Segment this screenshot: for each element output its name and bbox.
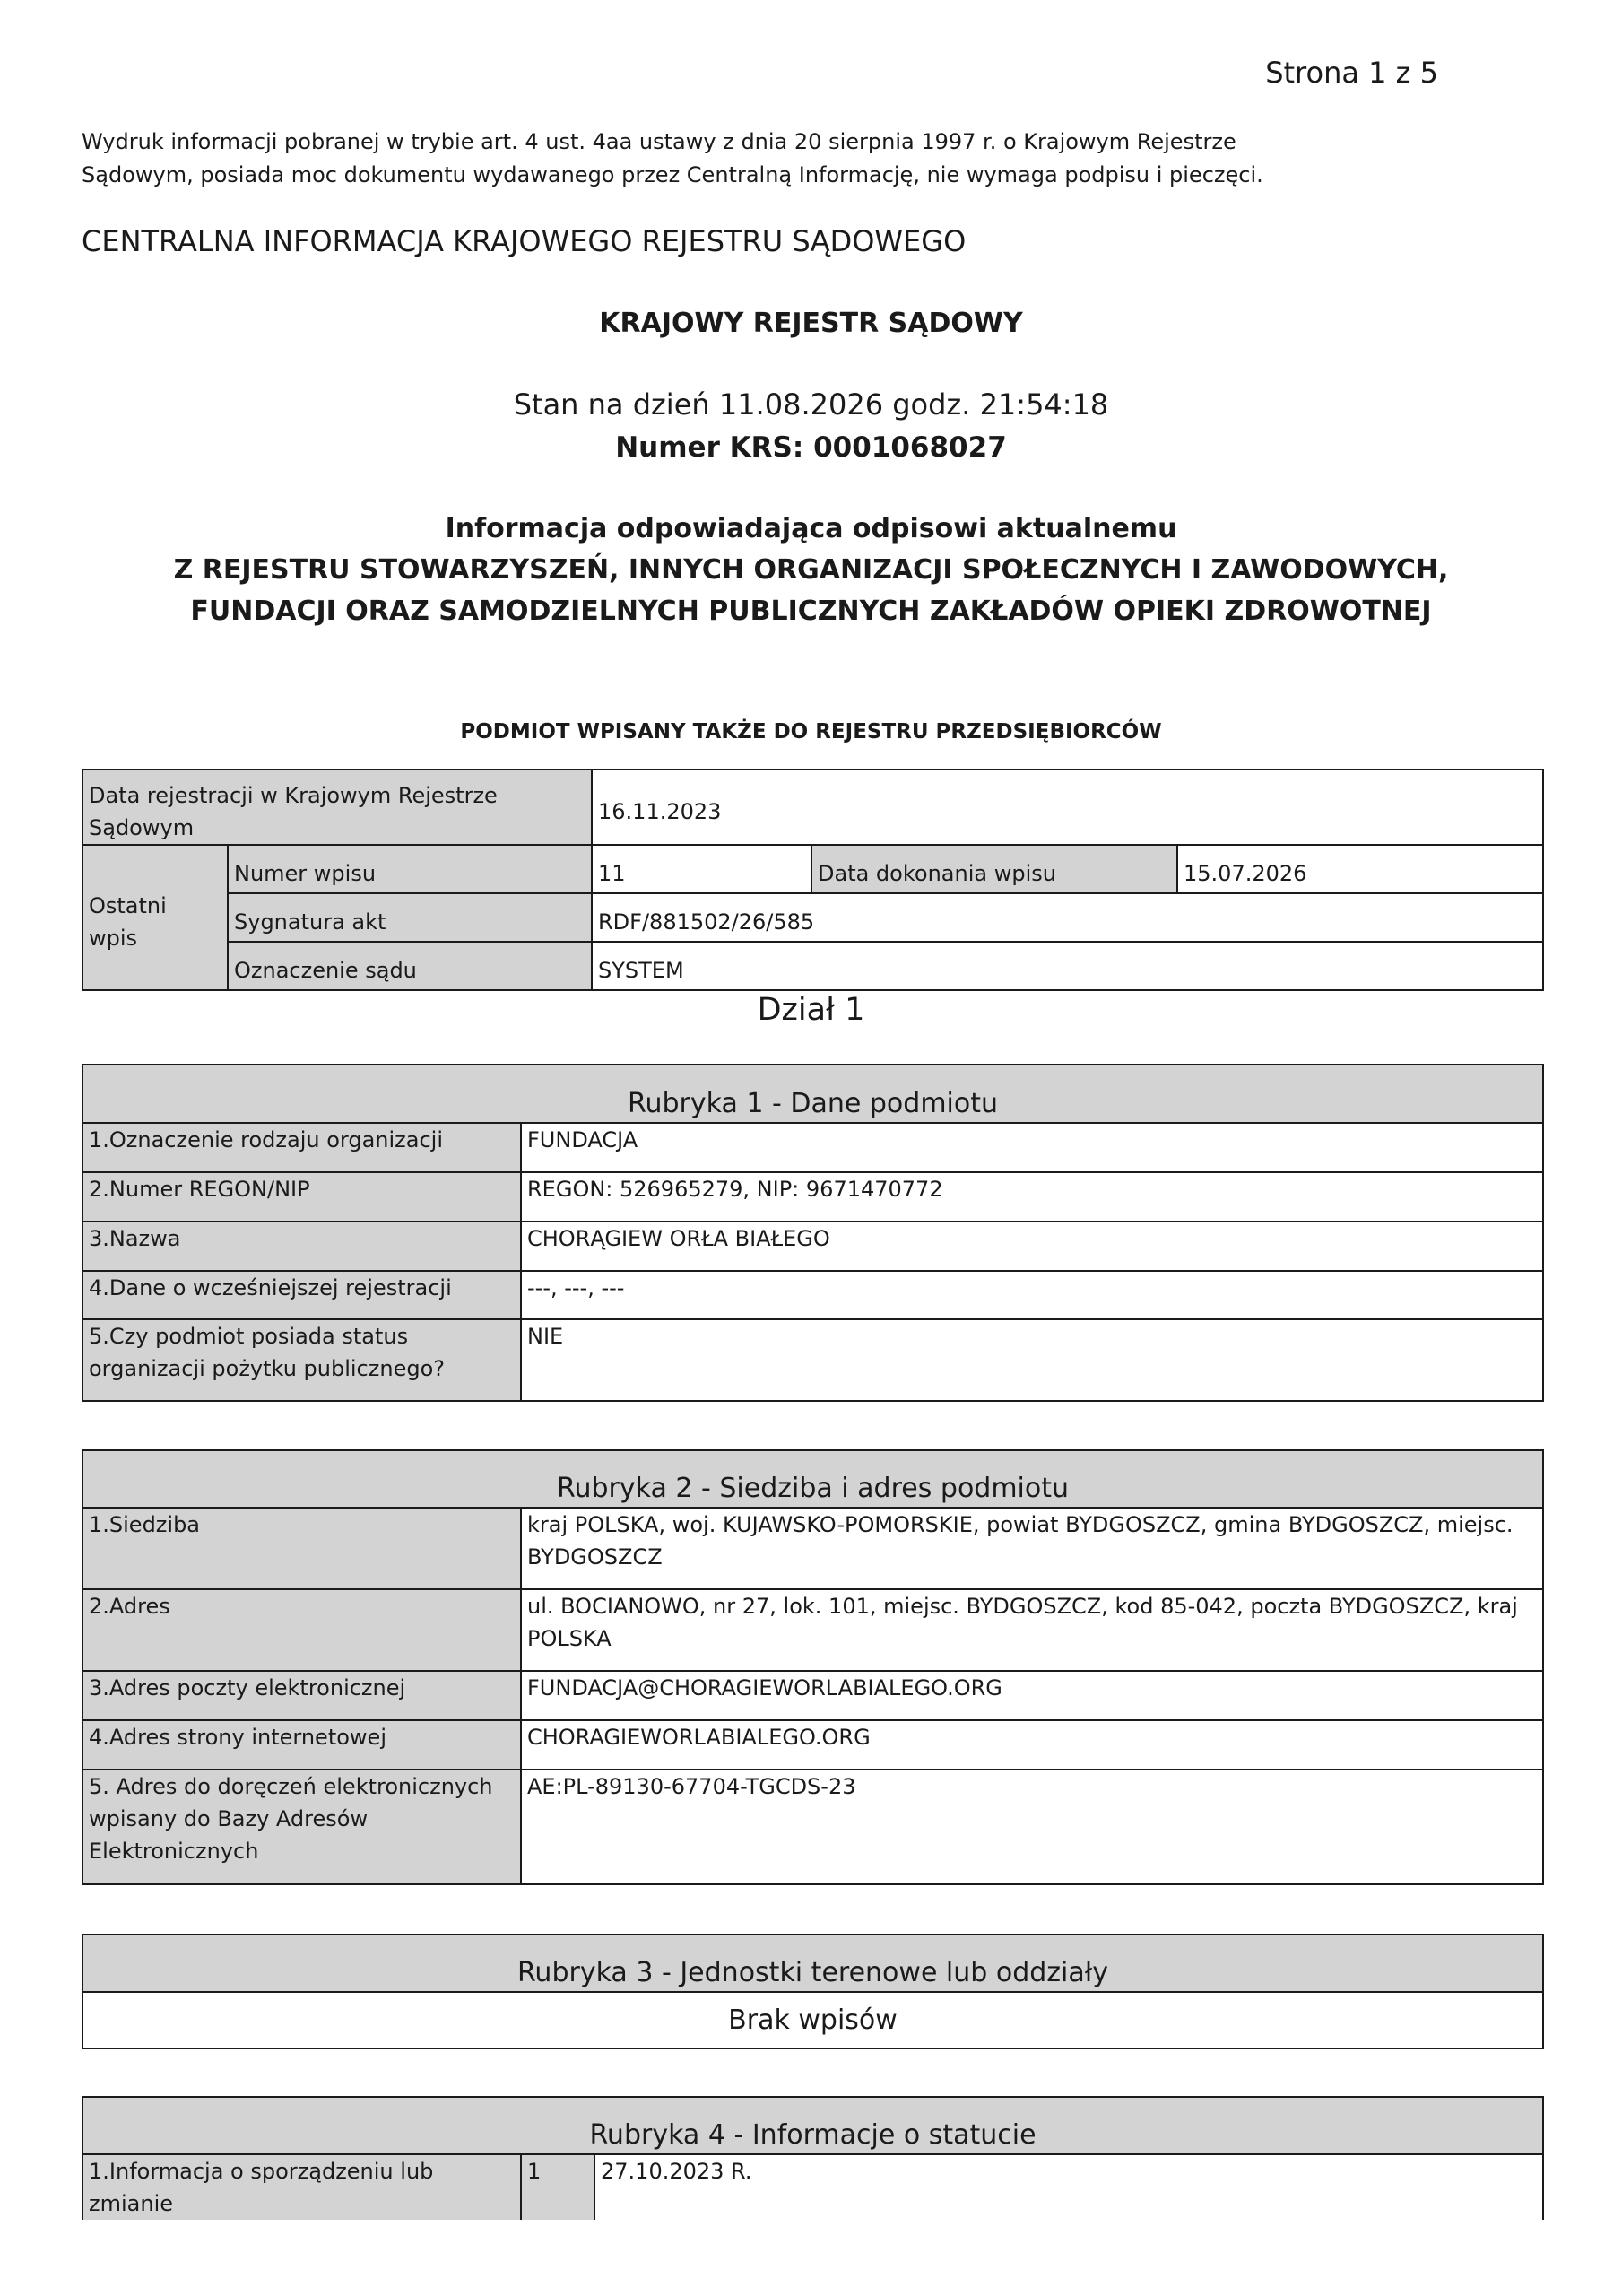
reg-date-label: Data rejestracji w Krajowym Rejestrze Sądowym [82, 770, 592, 845]
row-label: 4.Adres strony internetowej [82, 1720, 521, 1770]
last-entry-label: Ostatni wpis [82, 845, 228, 990]
signature-label: Sygnatura akt [228, 893, 592, 942]
registry-title: KRAJOWY REJESTR SĄDOWY [599, 308, 1023, 339]
row-value: ul. BOCIANOWO, nr 27, lok. 101, miejsc. BYDGOSZCZ, kod 85-042, poczta BYDGOSZCZ, kraj POLSKA [521, 1589, 1543, 1671]
status-date: Stan na dzień 11.08.2026 godz. 21:54:18 [513, 387, 1109, 422]
row-label: 3.Adres poczty elektronicznej [82, 1671, 521, 1720]
table-row [82, 2154, 1543, 2220]
table-row [82, 1720, 1543, 1770]
entrepreneur-register-note: PODMIOT WPISANY TAKŻE DO REJESTRU PRZEDSIĘBIORCÓW [460, 720, 1162, 744]
table-row [82, 1770, 1543, 1884]
table-row [82, 1172, 1543, 1222]
krs-number: Numer KRS: 0001068027 [615, 431, 1007, 464]
table-row [82, 1319, 1543, 1401]
rubric-2-title: Rubryka 2 - Siedziba i adres podmiotu [82, 1450, 1543, 1508]
table-row [82, 893, 1543, 942]
entry-number-label: Numer wpisu [228, 845, 592, 893]
row-label: 2.Adres [82, 1589, 521, 1671]
registration-table [82, 769, 1544, 991]
table-row [82, 770, 1543, 845]
rubric-3-title: Rubryka 3 - Jednostki terenowe lub oddziały [82, 1935, 1543, 1992]
table-row [82, 1271, 1543, 1319]
row-value: NIE [521, 1319, 1543, 1401]
row-value: REGON: 526965279, NIP: 9671470772 [521, 1172, 1543, 1222]
rubric-2-table [82, 1449, 1544, 1885]
page-number: Strona 1 z 5 [1265, 56, 1438, 90]
row-value: AE:PL-89130-67704-TGCDS-23 [521, 1770, 1543, 1884]
rubric-4-title: Rubryka 4 - Informacje o statucie [82, 2097, 1543, 2154]
entry-date-value: 15.07.2026 [1177, 845, 1543, 893]
disclaimer-text: Wydruk informacji pobranej w trybie art. 4 ust. 4aa ustawy z dnia 20 sierpnia 1997 r. o Krajowym Rejestrze Sądowym, posiada moc dokumentu wydawanego przez Centralną Informację, nie wymaga podpisu i pieczęci. [82, 129, 1263, 187]
signature-value: RDF/881502/26/585 [592, 893, 1543, 942]
entry-number-value: 11 [592, 845, 811, 893]
row-label: 1.Oznaczenie rodzaju organizacji [82, 1123, 521, 1172]
entry-date-label: Data dokonania wpisu [811, 845, 1177, 893]
row-value: kraj POLSKA, woj. KUJAWSKO-POMORSKIE, powiat BYDGOSZCZ, gmina BYDGOSZCZ, miejsc. BYDGOSZCZ [521, 1508, 1543, 1589]
court-label: Oznaczenie sądu [228, 942, 592, 990]
row-index: 1 [521, 2154, 594, 2220]
row-label: 5.Czy podmiot posiada status organizacji pożytku publicznego? [82, 1319, 521, 1401]
rubric-1-title: Rubryka 1 - Dane podmiotu [82, 1065, 1543, 1123]
row-value: CHORAGIEWORLABIALEGO.ORG [521, 1720, 1543, 1770]
row-value: FUNDACJA [521, 1123, 1543, 1172]
division-title: Dział 1 [757, 992, 865, 1028]
table-row [82, 1589, 1543, 1671]
row-label: 2.Numer REGON/NIP [82, 1172, 521, 1222]
row-label: 1.Informacja o sporządzeniu lub zmianie [82, 2154, 521, 2220]
row-label: 4.Dane o wcześniejszej rejestracji [82, 1271, 521, 1319]
table-row [82, 942, 1543, 990]
row-value: 27.10.2023 R. [594, 2154, 1543, 2220]
table-row [82, 1123, 1543, 1172]
row-label: 3.Nazwa [82, 1222, 521, 1271]
row-value: CHORĄGIEW ORŁA BIAŁEGO [521, 1222, 1543, 1271]
issuer-title: CENTRALNA INFORMACJA KRAJOWEGO REJESTRU SĄDOWEGO [82, 224, 967, 258]
rubric-3-table [82, 1934, 1544, 2049]
rubric-1-table [82, 1064, 1544, 1402]
rubric-4-table [82, 2096, 1544, 2220]
no-entries-text: Brak wpisów [82, 1992, 1543, 2048]
document-heading-line-3: FUNDACJI ORAZ SAMODZIELNYCH PUBLICZNYCH ZAKŁADÓW OPIEKI ZDROWOTNEJ [190, 596, 1432, 627]
table-row [82, 1671, 1543, 1720]
court-value: SYSTEM [592, 942, 1543, 990]
table-row [82, 1222, 1543, 1271]
reg-date-value: 16.11.2023 [592, 770, 1543, 845]
row-value: ---, ---, --- [521, 1271, 1543, 1319]
row-label: 1.Siedziba [82, 1508, 521, 1589]
table-row [82, 845, 1543, 893]
row-value: FUNDACJA@CHORAGIEWORLABIALEGO.ORG [521, 1671, 1543, 1720]
table-row [82, 1508, 1543, 1589]
document-heading-line-1: Informacja odpowiadająca odpisowi aktualnemu [445, 513, 1177, 544]
document-heading-line-2: Z REJESTRU STOWARZYSZEŃ, INNYCH ORGANIZACJI SPOŁECZNYCH I ZAWODOWYCH, [173, 554, 1449, 586]
row-label: 5. Adres do doręczeń elektronicznych wpisany do Bazy Adresów Elektronicznych [82, 1770, 521, 1884]
